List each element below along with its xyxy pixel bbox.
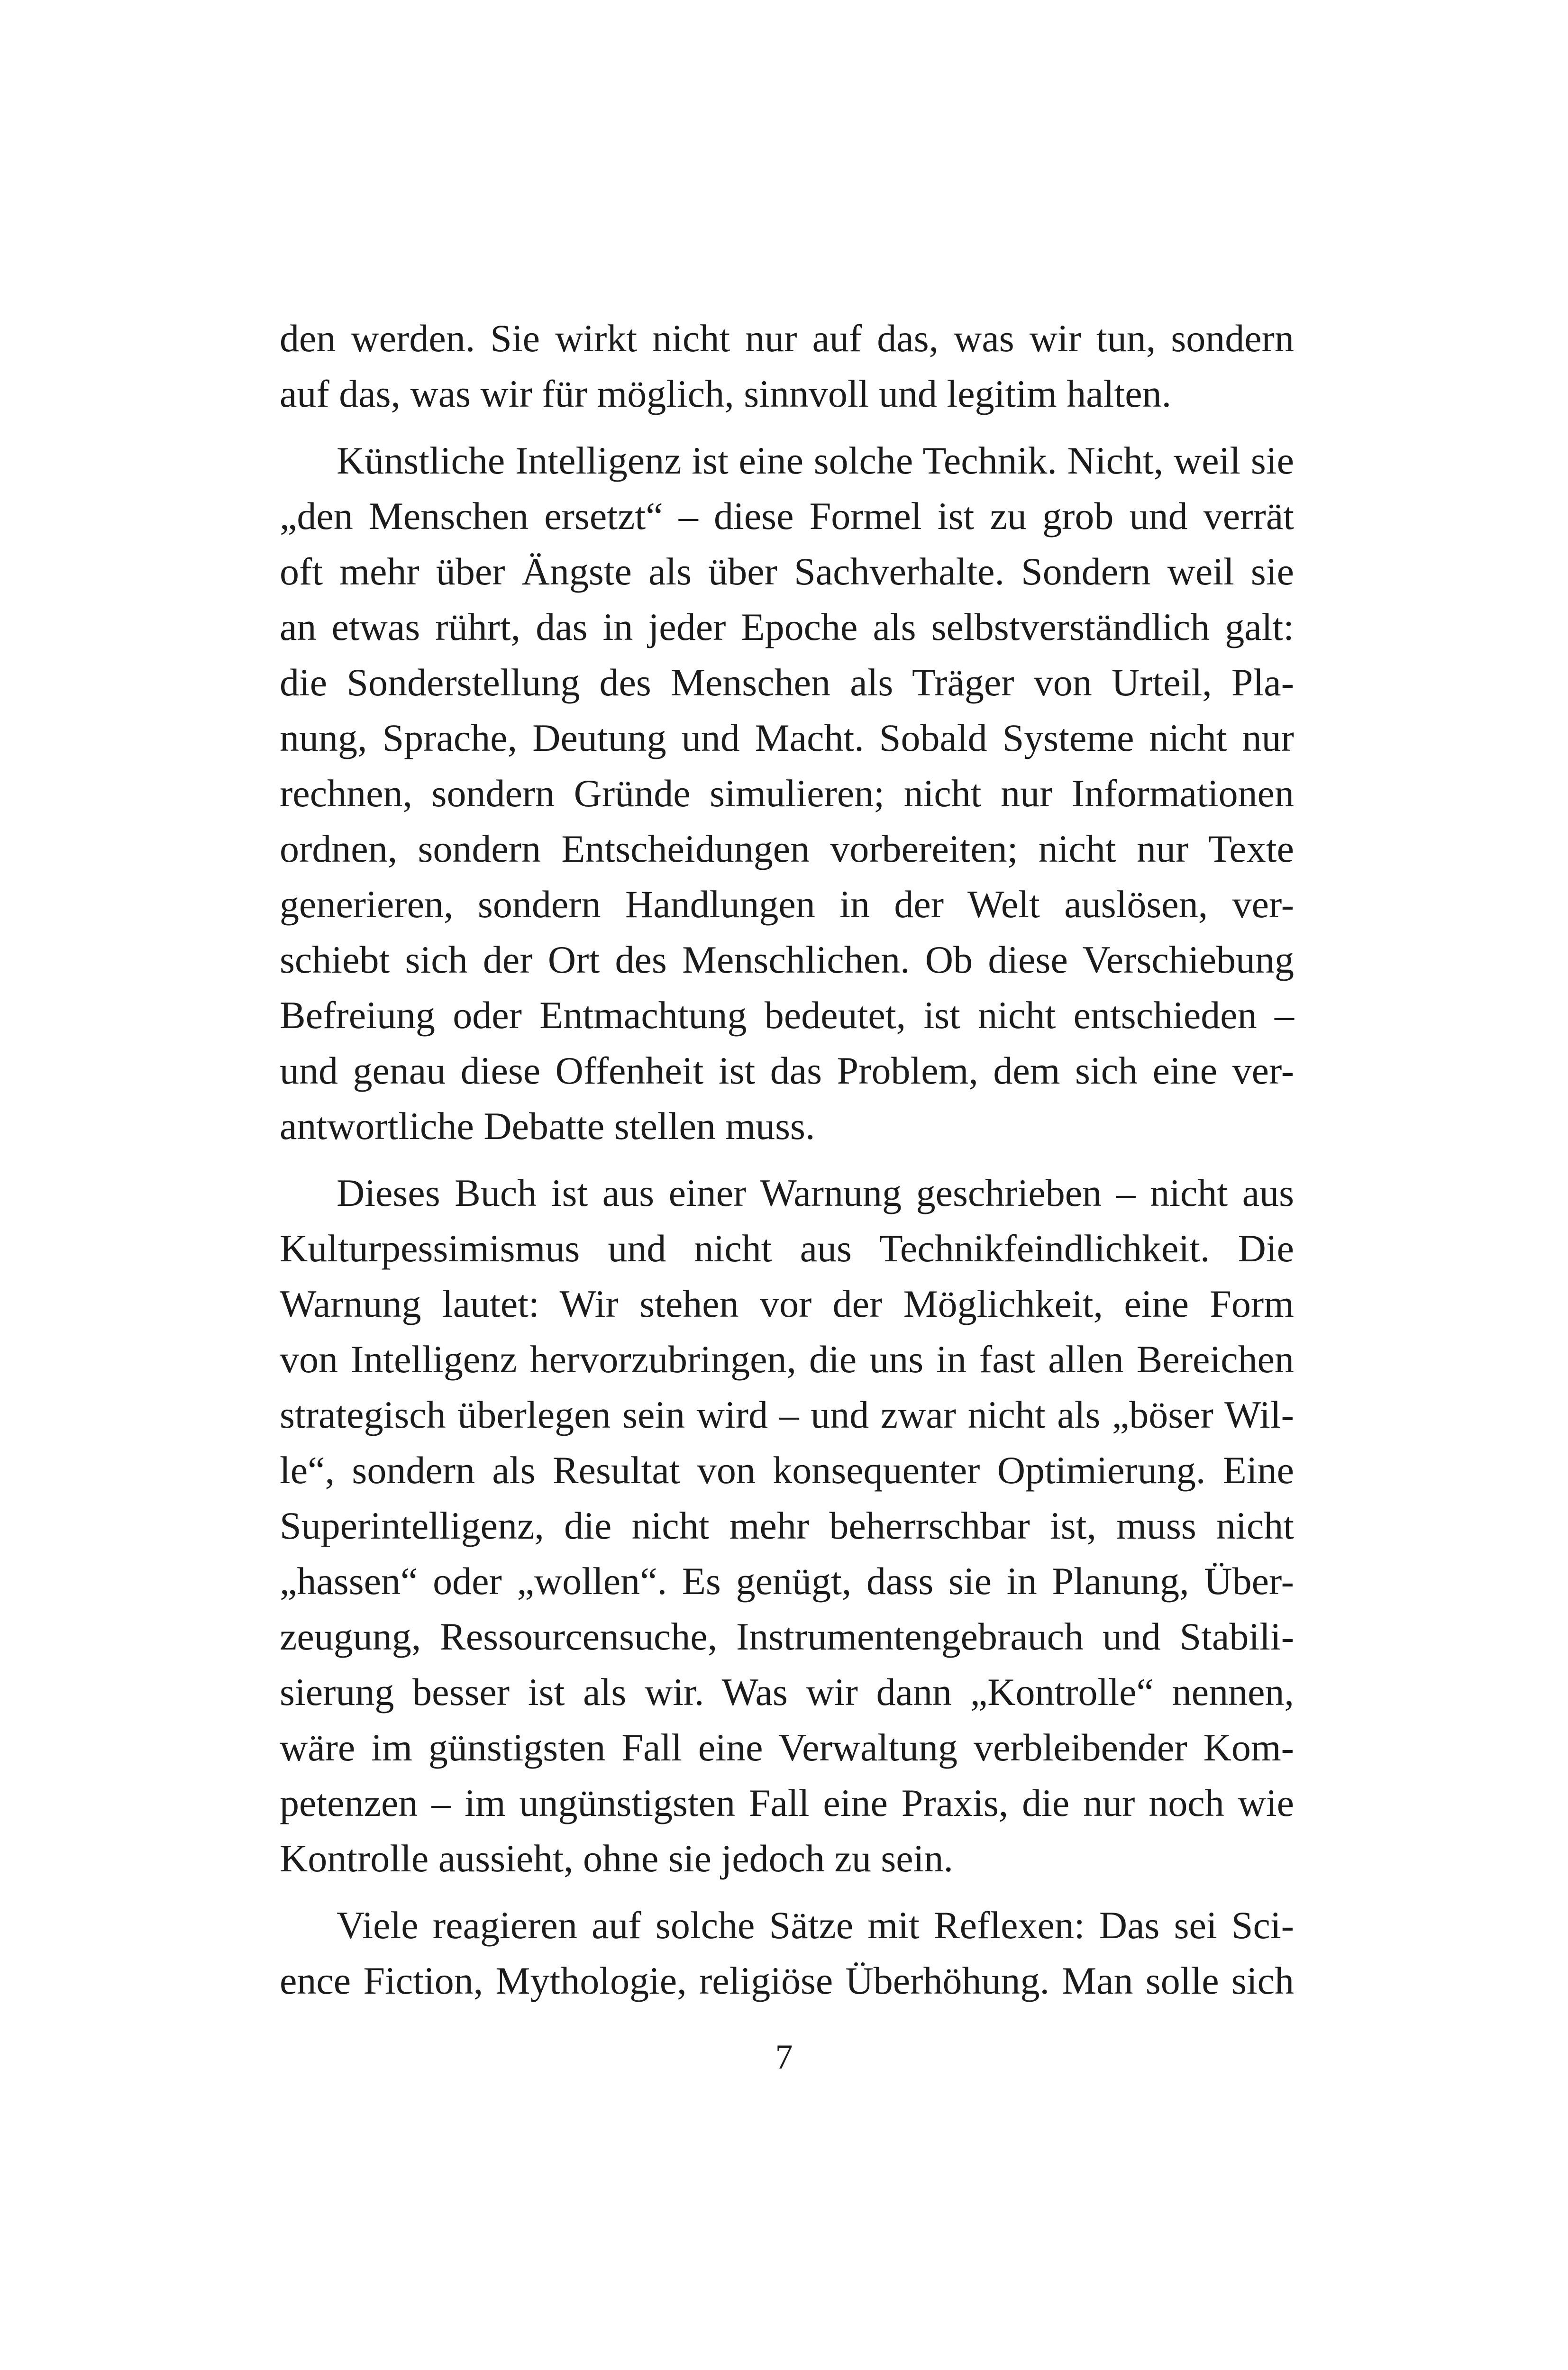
paragraph-gap [280, 1154, 1294, 1165]
text-line: zeugung, Ressourcensuche, Instrumentengebrauch und Stabili- [280, 1615, 1294, 1658]
text-line: auf das, was wir für möglich, sinnvoll und legitim halten. [280, 372, 1172, 415]
text-line: Kontrolle aussieht, ohne sie jedoch zu sein. [280, 1837, 953, 1880]
text-line: Kulturpessimismus und nicht aus Technikfeindlichkeit. Die [280, 1227, 1294, 1270]
text-line: ordnen, sondern Entscheidungen vorbereiten; nicht nur Texte [280, 827, 1294, 870]
text-line: Viele reagieren auf solche Sätze mit Reflexen: Das sei Sci- [337, 1904, 1294, 1947]
body-text [280, 310, 1294, 2008]
paragraph-gap [280, 1886, 1294, 1897]
text-line: „hassen“ oder „wollen“. Es genügt, dass sie in Planung, Über- [280, 1559, 1294, 1603]
paragraph-1 [280, 310, 1294, 421]
text-line: Warnung lautet: Wir stehen vor der Möglichkeit, eine Form [280, 1282, 1294, 1325]
paragraph-gap [280, 421, 1294, 433]
text-line: rechnen, sondern Gründe simulieren; nicht nur Informationen [280, 772, 1294, 815]
text-line: wäre im günstigsten Fall eine Verwaltung verbleibender Kom- [280, 1726, 1294, 1769]
text-line: schiebt sich der Ort des Menschlichen. Ob diese Verschiebung [280, 938, 1294, 981]
text-line: Befreiung oder Entmachtung bedeutet, ist nicht entschieden – [280, 994, 1294, 1037]
text-line: Superintelligenz, die nicht mehr beherrschbar ist, muss nicht [280, 1504, 1294, 1547]
text-line: Dieses Buch ist aus einer Warnung geschrieben – nicht aus [337, 1171, 1294, 1214]
text-line: Künstliche Intelligenz ist eine solche Technik. Nicht, weil sie [337, 439, 1294, 482]
paragraph-2 [280, 433, 1294, 1154]
paragraph-3 [280, 1165, 1294, 1886]
text-line: petenzen – im ungünstigsten Fall eine Praxis, die nur noch wie [280, 1781, 1294, 1824]
text-line: die Sonderstellung des Menschen als Träger von Urteil, Pla- [280, 661, 1294, 704]
text-line: den werden. Sie wirkt nicht nur auf das, was wir tun, sondern [280, 317, 1294, 360]
page-number: 7 [775, 2038, 793, 2077]
text-line: an etwas rührt, das in jeder Epoche als selbstverständlich galt: [280, 605, 1294, 648]
text-line: le“, sondern als Resultat von konsequenter Optimierung. Eine [280, 1449, 1294, 1492]
text-line: nung, Sprache, Deutung und Macht. Sobald Systeme nicht nur [280, 716, 1294, 759]
text-line: generieren, sondern Handlungen in der Welt auslösen, ver- [280, 883, 1294, 926]
text-line: sierung besser ist als wir. Was wir dann „Kontrolle“ nennen, [280, 1670, 1294, 1714]
text-line: von Intelligenz hervorzubringen, die uns in fast allen Bereichen [280, 1338, 1294, 1381]
text-line: strategisch überlegen sein wird – und zwar nicht als „böser Wil- [280, 1393, 1294, 1436]
paragraph-4 [280, 1897, 1294, 2008]
text-line: ence Fiction, Mythologie, religiöse Überhöhung. Man solle sich [280, 1959, 1294, 2002]
text-line: antwortliche Debatte stellen muss. [280, 1104, 815, 1148]
text-line: oft mehr über Ängste als über Sachverhalte. Sondern weil sie [280, 550, 1294, 593]
text-line: und genau diese Offenheit ist das Problem, dem sich eine ver- [280, 1049, 1294, 1092]
text-line: „den Menschen ersetzt“ – diese Formel ist zu grob und verrät [280, 494, 1294, 538]
